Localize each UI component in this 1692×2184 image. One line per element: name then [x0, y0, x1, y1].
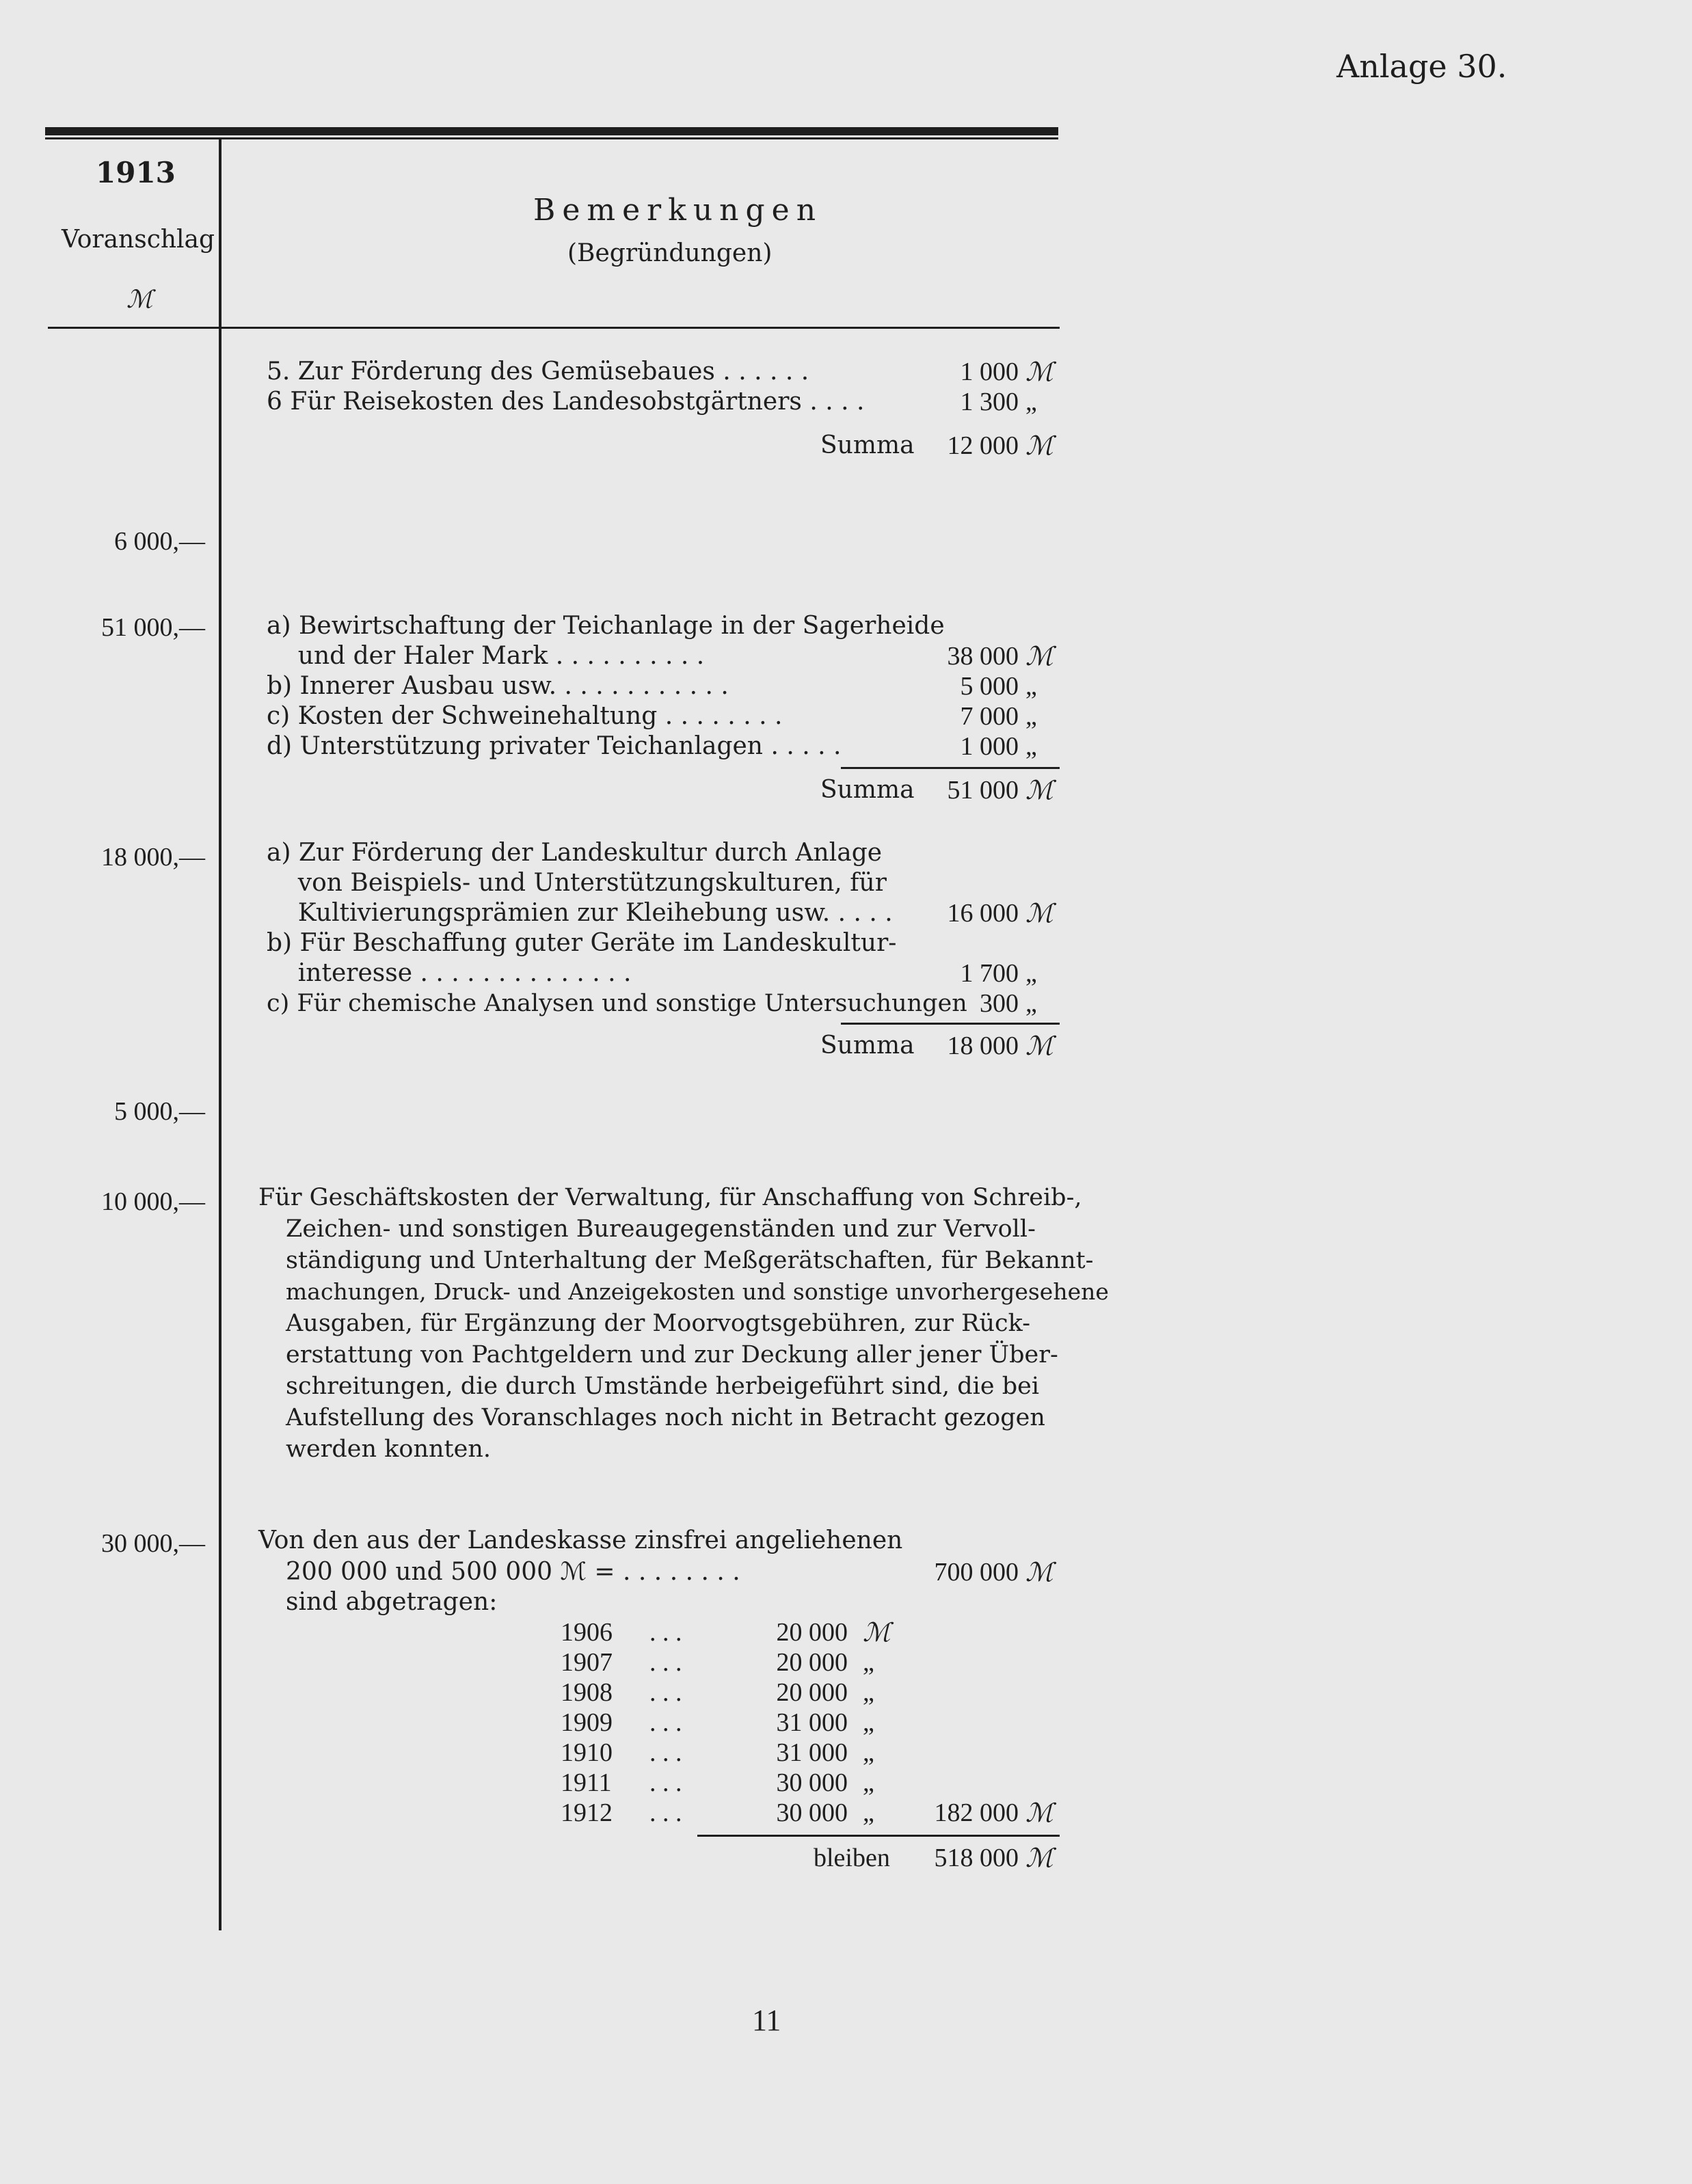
- leader-dots: . . .: [649, 1768, 682, 1797]
- repayment-year: 1911: [561, 1768, 612, 1797]
- repayment-value: 31 000: [776, 1708, 848, 1737]
- appendix-label: Anlage 30.: [1337, 48, 1507, 85]
- item-row: [267, 387, 864, 417]
- leader-dots: . . . .: [830, 899, 893, 927]
- repayment-year: 1907: [561, 1648, 613, 1677]
- item-label: a) Bewirtschaftung der Teichanlage in der Sagerheide: [267, 612, 945, 640]
- repayment-unit: „: [863, 1798, 874, 1827]
- paragraph-line: Zeichen- und sonstigen Bureaugegenständen und zur Vervoll-: [286, 1215, 1036, 1243]
- item-value: 38 000: [947, 642, 1019, 671]
- item-row: [267, 838, 882, 868]
- item-unit: „: [1025, 732, 1037, 761]
- paragraph-line: erstattung von Pachtgeldern und zur Deckung aller jener Über-: [286, 1341, 1058, 1369]
- item-row: [267, 958, 631, 988]
- item-value: 1 700: [960, 959, 1019, 988]
- leader-dots: . . . . . . . . . . .: [556, 672, 729, 700]
- item-unit: „: [1025, 959, 1037, 988]
- sum-unit: ℳ: [1025, 1032, 1053, 1061]
- paragraph-line: werden konnten.: [286, 1435, 491, 1463]
- sum-rule: [841, 767, 1060, 769]
- header-rule-thick: [45, 127, 1058, 135]
- repayment-total-unit: ℳ: [1025, 1799, 1053, 1828]
- paragraph-line: Für Geschäftskosten der Verwaltung, für Anschaffung von Schreib-,: [258, 1184, 1082, 1211]
- leader-dots: . . . . .: [763, 732, 842, 760]
- leader-dots: . . . . . . . . . .: [548, 642, 705, 670]
- item-unit: „: [1025, 702, 1037, 731]
- item-label: a) Zur Förderung der Landeskultur durch Anlage: [267, 839, 883, 867]
- repayment-unit: „: [863, 1648, 874, 1677]
- repayment-unit: ℳ: [863, 1619, 891, 1647]
- repayment-unit: „: [863, 1738, 874, 1767]
- leader-dots: . . . . . . . . . . . . . .: [412, 959, 632, 987]
- leader-dots: . . . . . .: [714, 358, 809, 386]
- repayment-year: 1912: [561, 1798, 613, 1827]
- repayment-value: 31 000: [776, 1738, 848, 1767]
- repayment-year: 1908: [561, 1678, 613, 1707]
- repayment-total: 182 000: [934, 1798, 1019, 1827]
- intro-unit: ℳ: [1025, 1559, 1053, 1587]
- repayment-unit: „: [863, 1708, 874, 1737]
- sum-label: Summa: [820, 431, 915, 459]
- repayment-year: 1906: [561, 1618, 613, 1647]
- budget-amount: 10 000,—: [101, 1187, 205, 1216]
- item-row: [267, 641, 704, 671]
- intro-line: 200 000 und 500 000 ℳ = . . . . . . . .: [286, 1558, 740, 1586]
- item-label: b) Für Beschaffung guter Geräte im Landeskultur-: [267, 929, 897, 957]
- item-unit: „: [1025, 989, 1037, 1018]
- item-label: und der Haler Mark: [267, 642, 548, 670]
- item-row: [267, 671, 729, 701]
- item-unit: „: [1025, 388, 1037, 416]
- budget-amount: 51 000,—: [101, 613, 205, 642]
- leader-dots: . . .: [649, 1648, 682, 1677]
- leader-dots: . . .: [649, 1738, 682, 1767]
- paragraph-line: schreitungen, die durch Umstände herbeigeführt sind, die bei: [286, 1373, 1040, 1400]
- item-value: 7 000: [960, 702, 1019, 731]
- budget-amount: 18 000,—: [101, 843, 205, 872]
- item-value: 300: [980, 989, 1019, 1018]
- sum-label: Summa: [820, 1032, 915, 1060]
- item-unit: ℳ: [1025, 643, 1053, 671]
- remaining-rule: [697, 1835, 1060, 1837]
- item-row: [267, 701, 782, 731]
- leader-dots: . . .: [649, 1708, 682, 1737]
- item-unit: ℳ: [1025, 900, 1053, 928]
- remaining-label: bleiben: [814, 1844, 890, 1872]
- item-value: 5 000: [960, 672, 1019, 701]
- budget-amount: 6 000,—: [114, 527, 205, 556]
- repayment-value: 20 000: [776, 1618, 848, 1647]
- item-row: [267, 898, 893, 928]
- item-row: [267, 357, 809, 387]
- intro-value: 700 000: [934, 1558, 1019, 1587]
- mark-unit-heading: ℳ: [126, 286, 153, 314]
- item-label: c) Kosten der Schweinehaltung: [267, 702, 658, 730]
- remarks-heading: Bemerkungen: [533, 193, 823, 228]
- header-bottom-rule: [48, 327, 1060, 329]
- year-heading: 1913: [96, 156, 176, 189]
- repayment-year: 1909: [561, 1708, 613, 1737]
- intro-line: Von den aus der Landeskasse zinsfrei angeliehenen: [258, 1526, 903, 1554]
- leader-dots: . . .: [649, 1678, 682, 1707]
- repayment-value: 20 000: [776, 1678, 848, 1707]
- repayment-value: 30 000: [776, 1768, 848, 1797]
- item-unit: ℳ: [1025, 358, 1053, 387]
- paragraph-line: Aufstellung des Voranschlages noch nicht in Betracht gezogen: [286, 1404, 1045, 1431]
- remarks-subheading: (Begründungen): [567, 239, 773, 267]
- item-value: 16 000: [947, 899, 1019, 928]
- voranschlag-heading: Voranschlag: [62, 226, 215, 254]
- remaining-value: 518 000: [934, 1844, 1019, 1872]
- sum-value: 18 000: [947, 1032, 1019, 1060]
- sum-value: 51 000: [947, 776, 1019, 805]
- repayment-year: 1910: [561, 1738, 613, 1767]
- item-label: Kultivierungsprämien zur Kleihebung usw.: [267, 899, 831, 927]
- budget-amount: 5 000,—: [114, 1097, 205, 1126]
- item-row: [267, 611, 945, 641]
- item-label: c) Für chemische Analysen und sonstige Untersuchungen: [267, 990, 967, 1017]
- budget-amount: 30 000,—: [101, 1529, 205, 1558]
- repayment-unit: „: [863, 1768, 874, 1797]
- sum-label: Summa: [820, 776, 915, 804]
- item-label: von Beispiels- und Unterstützungskulturen, für: [267, 869, 887, 897]
- item-value: 1 000: [960, 358, 1019, 386]
- sum-rule: [841, 1023, 1060, 1025]
- repayment-value: 30 000: [776, 1798, 848, 1827]
- leader-dots: . . . . . . . .: [657, 702, 783, 730]
- sum-value: 12 000: [947, 431, 1019, 460]
- leader-dots: . . .: [649, 1798, 682, 1827]
- repayment-unit: „: [863, 1678, 874, 1707]
- item-label: interesse: [267, 959, 413, 987]
- item-row: [267, 868, 887, 898]
- item-unit: „: [1025, 672, 1037, 701]
- item-label: 5. Zur Förderung des Gemüsebaues: [267, 358, 715, 386]
- item-row: [267, 988, 967, 1019]
- sum-unit: ℳ: [1025, 777, 1053, 805]
- intro-line: sind abgetragen:: [286, 1588, 498, 1616]
- sum-unit: ℳ: [1025, 432, 1053, 461]
- page-number: 11: [752, 2004, 781, 2037]
- column-divider: [219, 139, 221, 1930]
- remaining-unit: ℳ: [1025, 1844, 1053, 1873]
- paragraph-line: Ausgaben, für Ergänzung der Moorvogtsgebühren, zur Rück-: [286, 1310, 1031, 1337]
- item-label: b) Innerer Ausbau usw.: [267, 672, 557, 700]
- header-rule-thin: [45, 137, 1058, 139]
- paragraph-line: machungen, Druck- und Anzeigekosten und sonstige unvorhergesehene: [286, 1278, 1109, 1305]
- item-label: 6 Für Reisekosten des Landesobstgärtners: [267, 388, 802, 416]
- item-label: d) Unterstützung privater Teichanlagen: [267, 732, 763, 760]
- leader-dots: . . . .: [801, 388, 865, 416]
- paragraph-line: ständigung und Unterhaltung der Meßgerätschaften, für Bekannt-: [286, 1247, 1094, 1274]
- item-row: [267, 928, 896, 958]
- repayment-value: 20 000: [776, 1648, 848, 1677]
- item-row: [267, 731, 841, 761]
- item-value: 1 000: [960, 732, 1019, 761]
- item-value: 1 300: [960, 388, 1019, 416]
- leader-dots: . . .: [649, 1618, 682, 1647]
